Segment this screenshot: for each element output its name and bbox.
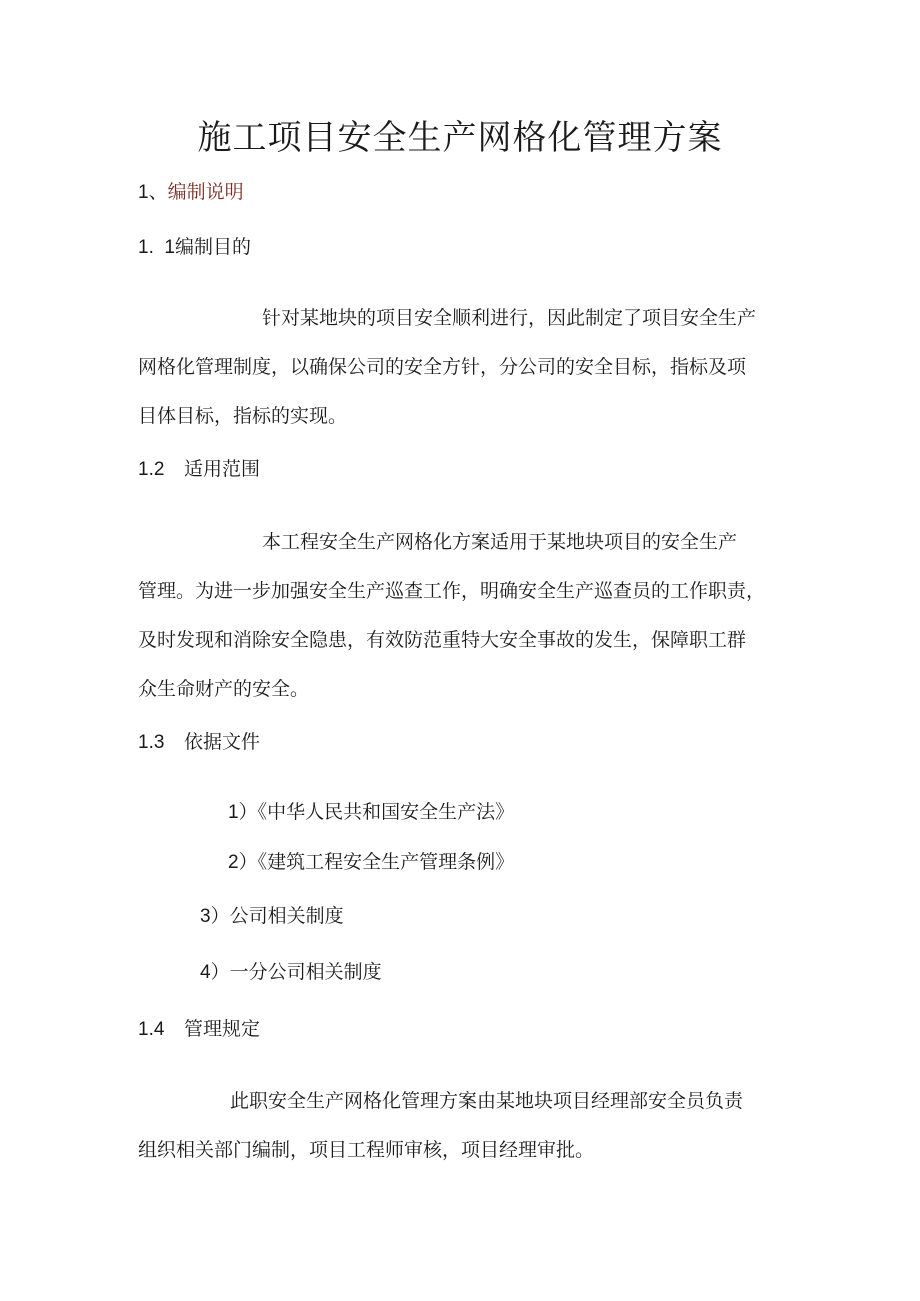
section-1-2-paragraph: [138, 518, 782, 714]
paragraph-line: 针对某地块的项目安全顺利进行，因此制定了项目安全生产: [262, 307, 757, 329]
section-1-3-number: 1.3: [138, 732, 165, 753]
paragraph-line: 本工程安全生产网格化方案适用于某地块项目的安全生产: [262, 531, 738, 553]
section-1-4-number: 1.4: [138, 1019, 165, 1040]
section-1-1-number: 1. 1: [138, 237, 175, 258]
section-1-4-paragraph: [138, 1077, 782, 1175]
section-1-2-label: 适用范围: [184, 458, 261, 480]
section-1-2-number: 1.2: [138, 459, 165, 480]
paragraph-line: 管理。为进一步加强安全生产巡查工作，明确安全生产巡查员的工作职责，: [138, 580, 766, 602]
section-1-2-heading: [138, 455, 260, 484]
reference-item: [228, 798, 514, 827]
reference-number: 2）: [228, 852, 258, 873]
reference-number: 3）: [200, 906, 230, 927]
document-title: 施工项目安全生产网格化管理方案: [197, 118, 723, 158]
reference-item: [200, 958, 382, 987]
section-1-3-heading: [138, 728, 260, 757]
section-1-4-heading: [138, 1015, 260, 1044]
section-1-1-paragraph: [138, 294, 782, 441]
reference-item: [200, 902, 344, 931]
reference-number: 1）: [228, 802, 258, 823]
section-1-label: 编制说明: [167, 181, 244, 203]
reference-number: 4）: [200, 962, 230, 983]
reference-text: 《建筑工程安全生产管理条例》: [257, 851, 515, 873]
section-1-1-heading: [138, 233, 251, 262]
reference-text: 公司相关制度: [229, 905, 344, 927]
paragraph-line: 组织相关部门编制，项目工程师审核，项目经理审批。: [138, 1139, 595, 1161]
paragraph-line: 众生命财产的安全。: [138, 678, 310, 700]
paragraph-line: 此职安全生产网格化管理方案由某地块项目经理部安全员负责: [230, 1090, 744, 1112]
paragraph-line: 网格化管理制度，以确保公司的安全方针，分公司的安全目标，指标及项: [138, 356, 747, 378]
section-1-heading: [138, 178, 244, 207]
section-1-1-label: 编制目的: [174, 236, 251, 258]
paragraph-line: 及时发现和消除安全隐患，有效防范重特大安全事故的发生，保障职工群: [138, 629, 747, 651]
reference-text: 一分公司相关制度: [229, 961, 382, 983]
reference-text: 《中华人民共和国安全生产法》: [257, 801, 515, 823]
section-1-number: 1、: [138, 182, 168, 203]
paragraph-line: 目体目标，指标的实现。: [138, 405, 348, 427]
section-1-4-label: 管理规定: [184, 1018, 261, 1040]
section-1-3-label: 依据文件: [184, 731, 261, 753]
reference-item: [228, 848, 514, 877]
